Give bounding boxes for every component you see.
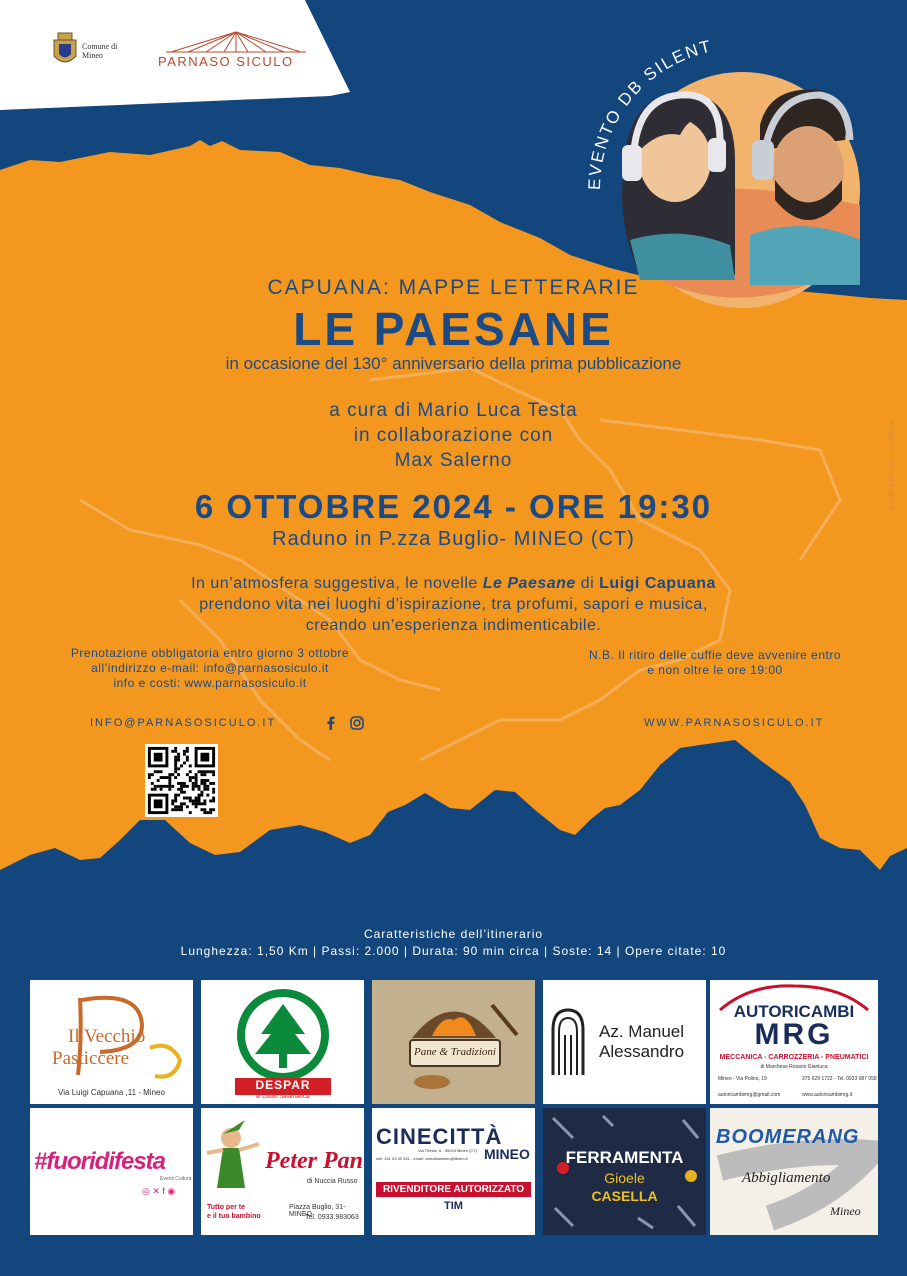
collaborator-name: Max Salerno bbox=[394, 450, 513, 471]
comune-line1: Comune di bbox=[82, 42, 118, 51]
comune-name bbox=[82, 42, 117, 60]
tim-logo: TIM bbox=[444, 1200, 463, 1212]
boomerang-name: BOOMERANG bbox=[716, 1126, 860, 1148]
event-description bbox=[0, 573, 907, 636]
comune-logo bbox=[52, 32, 78, 68]
vecchio-line1: Il Vecchio bbox=[68, 1026, 146, 1047]
note-line: N.B. Il ritiro delle cuffie deve avvenire entro bbox=[588, 648, 842, 662]
sponsor-autoricambi-mrg bbox=[710, 980, 878, 1104]
itinerary-details: Lunghezza: 1,50 Km | Passi: 2.000 | Durata: 90 min circa | Soste: 14 | Opere citate: 10 bbox=[180, 944, 727, 958]
booking-email[interactable]: all’indirizzo e-mail: info@parnasosiculo.it bbox=[91, 661, 329, 675]
booking-line: Prenotazione obbligatoria entro giorno 3 ottobre bbox=[70, 646, 350, 660]
ferramenta-line2: Gioele bbox=[604, 1170, 645, 1186]
event-date: 6 OTTOBRE 2024 - ORE 19:30 bbox=[194, 488, 713, 525]
desc-book: Le Paesane bbox=[482, 575, 576, 592]
peter-name: Peter Pan bbox=[265, 1148, 363, 1174]
peter-address: Piazza Buglio, 31- MINEO bbox=[289, 1204, 346, 1218]
coat-of-arms-icon bbox=[52, 32, 78, 68]
event-series: CAPUANA: MAPPE LETTERARIE bbox=[267, 276, 640, 299]
sponsor-fuori-di-festa bbox=[30, 1108, 193, 1235]
mrg-line1: AUTORICAMBI bbox=[733, 1002, 855, 1021]
ferramenta-line3: CASELLA bbox=[591, 1188, 658, 1204]
manuel-line2: Alessandro bbox=[599, 1042, 685, 1061]
sponsor-ferramenta bbox=[543, 1108, 706, 1235]
bakery-oven-icon bbox=[372, 980, 535, 1104]
despar-name: DESPAR bbox=[255, 1078, 311, 1092]
mrg-info3: autoricambimrg@gmail.com bbox=[718, 1092, 781, 1098]
despar-owner: di Giulio Salamanca bbox=[255, 1094, 310, 1100]
desc-part: In un’atmosfera suggestiva, le novelle bbox=[191, 575, 483, 592]
itinerary-title: Caratteristiche dell’itinerario bbox=[363, 927, 544, 941]
booking-info bbox=[30, 646, 390, 691]
cinecitta-band: RIVENDITORE AUTORIZZATO bbox=[376, 1182, 531, 1197]
mrg-owner: di Marchese Rosario Gianluca bbox=[760, 1064, 828, 1070]
fuori-sub: Eventi Cultura bbox=[160, 1176, 192, 1182]
sponsor-peter-pan bbox=[201, 1108, 364, 1235]
qr-code[interactable] bbox=[145, 744, 218, 817]
peter-tag1: Tutto per te bbox=[207, 1204, 245, 1211]
contact-email[interactable]: INFO@PARNASOSICULO.IT bbox=[90, 717, 277, 729]
parnaso-logo-icon bbox=[166, 30, 306, 56]
graphic-credit: Grafica Mario Luca Testa bbox=[889, 420, 896, 510]
fuori-name: #fuoridifesta bbox=[34, 1148, 166, 1175]
contact-website[interactable]: WWW.PARNASOSICULO.IT bbox=[644, 717, 825, 729]
event-badge bbox=[560, 30, 790, 220]
sponsor-az-manuel bbox=[543, 980, 706, 1104]
cinecitta-name: CINECITTÀ bbox=[376, 1124, 503, 1149]
sponsor-cinecitta bbox=[372, 1108, 535, 1235]
mrg-line2: MRG bbox=[754, 1018, 834, 1051]
note-line: e non oltre le ore 19:00 bbox=[647, 663, 783, 677]
event-occasion: in occasione del 130° anniversario della prima pubblicazione bbox=[225, 354, 682, 373]
qr-code-icon bbox=[145, 744, 218, 817]
mrg-services: MECCANICA - CARROZZERIA - PNEUMATICI bbox=[719, 1054, 869, 1061]
vecchio-line2: Pasticcere bbox=[52, 1048, 130, 1069]
mrg-info4: www.autoricambimrg.it bbox=[802, 1092, 853, 1098]
sponsor-vecchio-pasticcere bbox=[30, 980, 193, 1104]
desc-part: di bbox=[575, 575, 600, 592]
brand-name: PARNASO SICULO bbox=[158, 54, 294, 69]
svg-text:EVENTO DB SILENT bbox=[585, 36, 714, 190]
desc-author: Luigi Capuana bbox=[599, 575, 716, 592]
comune-line2: Mineo bbox=[82, 51, 103, 60]
peter-phone: Tel. 0933.983063 bbox=[305, 1214, 359, 1221]
facebook-icon[interactable] bbox=[325, 716, 337, 730]
sponsor-boomerang bbox=[710, 1108, 878, 1235]
curator-line: a cura di Mario Luca Testa bbox=[329, 400, 578, 421]
pickup-note bbox=[540, 648, 890, 678]
boomerang-sub: Abbigliamento bbox=[742, 1170, 831, 1186]
fuori-social-icons: ◎ ✕ f ◉ bbox=[142, 1186, 176, 1196]
desc-line: prendono vita nei luoghi d’ispirazione, tra profumi, sapori e musica, bbox=[199, 596, 708, 613]
boomerang-town: Mineo bbox=[830, 1204, 861, 1218]
cinecitta-contact: cell. 331 03 42 351 - email: cinecittamineo@libero.it bbox=[376, 1156, 468, 1161]
sponsor-pane-tradizioni bbox=[372, 980, 535, 1104]
ferramenta-line1: FERRAMENTA bbox=[565, 1148, 684, 1167]
desc-line: creando un’esperienza indimenticabile. bbox=[305, 617, 602, 634]
badge-text: EVENTO DB SILENT bbox=[584, 36, 715, 191]
manuel-line1: Az. Manuel bbox=[599, 1022, 685, 1041]
collaboration-line: in collaborazione con bbox=[353, 425, 554, 446]
sponsor-despar bbox=[201, 980, 364, 1104]
vecchio-address: Via Luigi Capuana ,11 - Mineo bbox=[58, 1088, 165, 1097]
mrg-info2: 375 629 1722 - Tel. 0933 087 058 bbox=[802, 1076, 877, 1082]
peter-tag2: e il tuo bambino bbox=[207, 1213, 261, 1220]
peter-owner: di Nuccia Russo bbox=[307, 1178, 358, 1185]
mrg-info1: Mineo - Via Polino, 19 bbox=[718, 1076, 767, 1082]
booking-website[interactable]: info e costi: www.parnasosiculo.it bbox=[113, 676, 307, 690]
pane-name: Pane & Tradizioni bbox=[414, 1046, 496, 1058]
cinecitta-address: Via Trieste, 6 - 95044 Mineo (CT) bbox=[418, 1148, 478, 1153]
meeting-point: Raduno in P.zza Buglio- MINEO (CT) bbox=[272, 528, 635, 550]
cinecitta-town: MINEO bbox=[484, 1146, 530, 1162]
instagram-icon[interactable] bbox=[350, 716, 364, 730]
event-title: LE PAESANE bbox=[293, 303, 614, 355]
curator-block bbox=[0, 398, 907, 473]
